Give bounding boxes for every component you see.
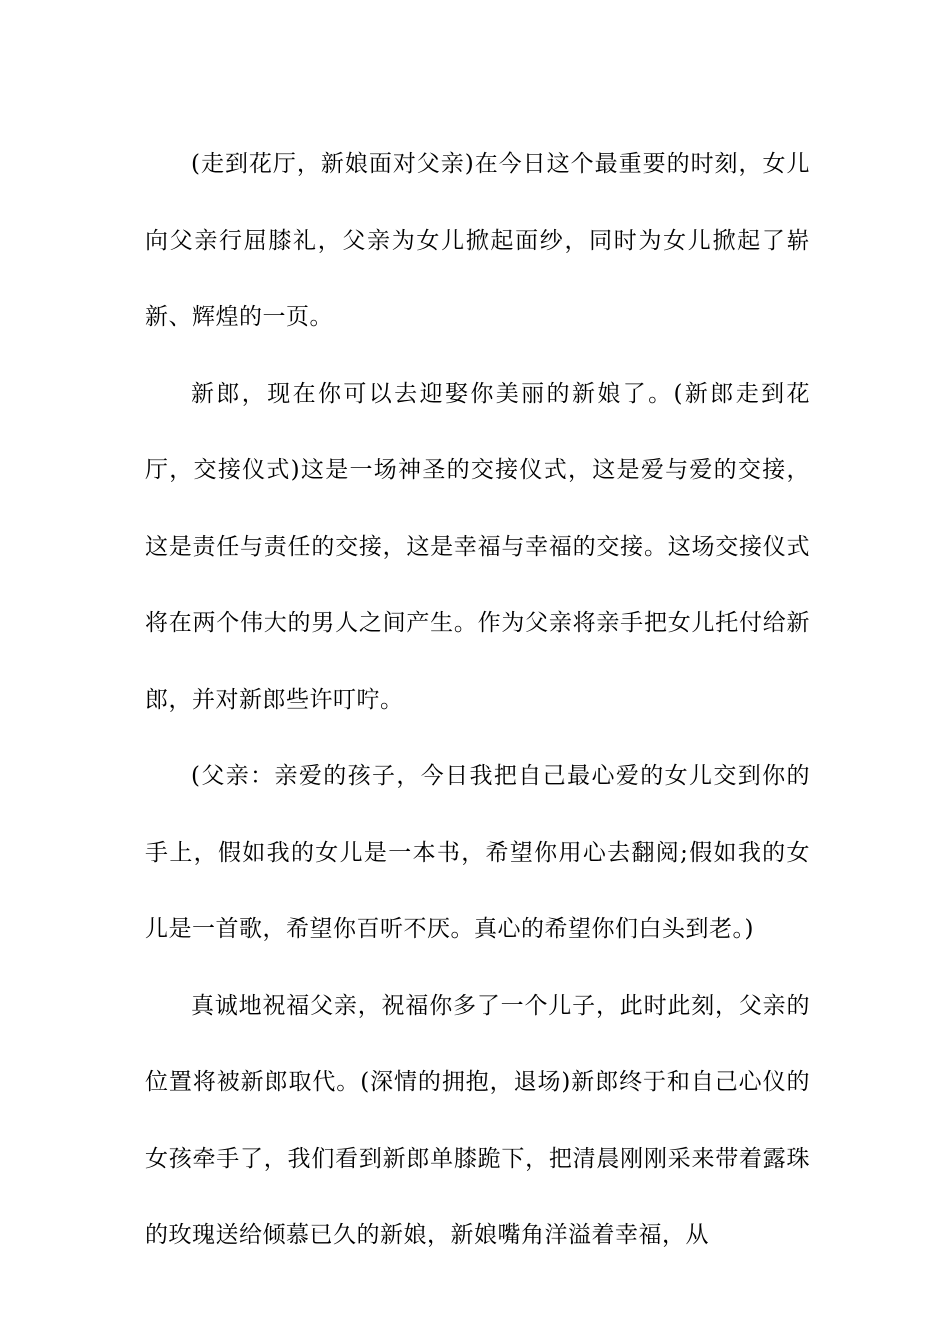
paragraph-3: (父亲：亲爱的孩子，今日我把自己最心爱的女儿交到你的手上，假如我的女儿是一本书，希望你用心去翻阅;假如我的女儿是一首歌，希望你百听不厌。真心的希望你们白头到老。) (145, 763, 810, 942)
document-body (145, 126, 810, 1274)
paragraph-2: 新郎，现在你可以去迎娶你美丽的新娘了。(新郎走到花厅，交接仪式)这是一场神圣的交接仪式，这是爱与爱的交接，这是责任与责任的交接，这是幸福与幸福的交接。这场交接仪式将在两个伟大的男人之间产生。作为父亲将亲手把女儿托付给新郎，并对新郎些许叮咛。 (145, 380, 810, 713)
paragraph-1: (走到花厅，新娘面对父亲)在今日这个最重要的时刻，女儿向父亲行屈膝礼，父亲为女儿掀起面纱，同时为女儿掀起了崭新、辉煌的一页。 (145, 151, 810, 330)
paragraph-4: 真诚地祝福父亲，祝福你多了一个儿子，此时此刻，父亲的位置将被新郎取代。(深情的拥抱，退场)新郎终于和自己心仪的女孩牵手了，我们看到新郎单膝跪下，把清晨刚刚采来带着露珠的玫瑰送给倾慕已久的新娘，新娘嘴角洋溢着幸福，从 (145, 992, 810, 1248)
